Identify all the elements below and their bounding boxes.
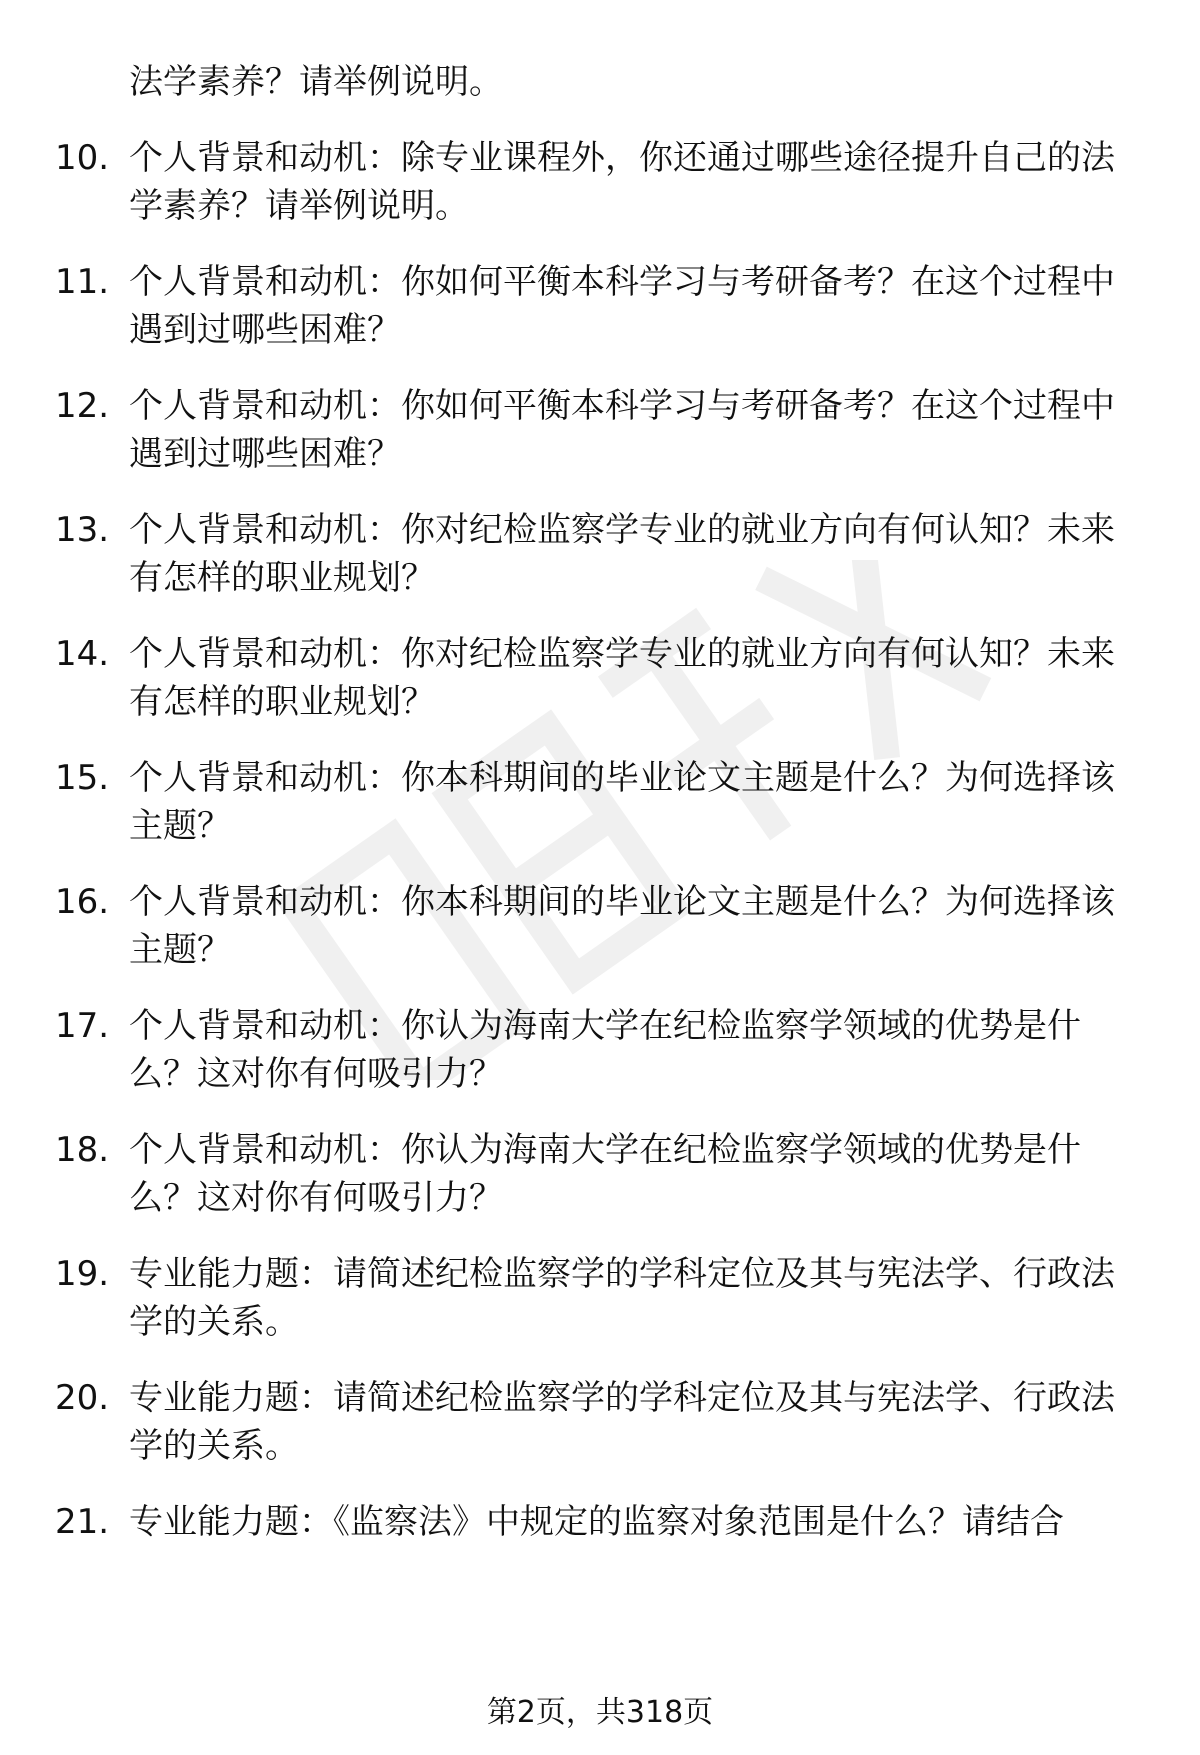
question-text: 个人背景和动机：你本科期间的毕业论文主题是什么？为何选择该主题？ — [129, 882, 1115, 970]
question-number: 19. — [55, 1254, 110, 1294]
question-text: 个人背景和动机：你如何平衡本科学习与考研备考？在这个过程中遇到过哪些困难？ — [129, 262, 1115, 350]
question-text: 专业能力题：《监察法》中规定的监察对象范围是什么？请结合 — [129, 1502, 1064, 1542]
question-text: 个人背景和动机：你认为海南大学在纪检监察学领域的优势是什么？这对你有何吸引力？ — [129, 1130, 1081, 1218]
question-item — [55, 754, 1155, 850]
page-footer: 第2页，共318页 — [486, 1695, 714, 1730]
question-number: 10. — [55, 138, 110, 178]
question-text: 专业能力题：请简述纪检监察学的学科定位及其与宪法学、行政法学的关系。 — [129, 1378, 1115, 1466]
question-text: 个人背景和动机：你本科期间的毕业论文主题是什么？为何选择该主题？ — [129, 758, 1115, 846]
question-text: 个人背景和动机：除专业课程外，你还通过哪些途径提升自己的法学素养？请举例说明。 — [129, 138, 1115, 226]
question-number: 15. — [55, 758, 110, 798]
question-item — [55, 1498, 1155, 1546]
question-item — [55, 1250, 1155, 1346]
question-list — [55, 58, 1155, 1574]
question-item — [55, 1374, 1155, 1470]
continued-question-text: 法学素养？请举例说明。 — [129, 62, 503, 102]
question-text: 专业能力题：请简述纪检监察学的学科定位及其与宪法学、行政法学的关系。 — [129, 1254, 1115, 1342]
question-number: 12. — [55, 386, 110, 426]
question-text: 个人背景和动机：你如何平衡本科学习与考研备考？在这个过程中遇到过哪些困难？ — [129, 386, 1115, 474]
question-text: 个人背景和动机：你对纪检监察学专业的就业方向有何认知？未来有怎样的职业规划？ — [129, 510, 1115, 598]
question-item — [55, 1002, 1155, 1098]
question-item — [55, 630, 1155, 726]
question-number: 11. — [55, 262, 110, 302]
question-number: 21. — [55, 1502, 110, 1542]
question-item — [55, 258, 1155, 354]
question-number: 20. — [55, 1378, 110, 1418]
question-number: 14. — [55, 634, 110, 674]
question-text: 个人背景和动机：你认为海南大学在纪检监察学领域的优势是什么？这对你有何吸引力？ — [129, 1006, 1081, 1094]
question-number: 17. — [55, 1006, 110, 1046]
question-number: 13. — [55, 510, 110, 550]
question-text: 个人背景和动机：你对纪检监察学专业的就业方向有何认知？未来有怎样的职业规划？ — [129, 634, 1115, 722]
question-item — [55, 506, 1155, 602]
question-number: 18. — [55, 1130, 110, 1170]
question-item — [55, 382, 1155, 478]
question-item — [55, 1126, 1155, 1222]
question-number: 16. — [55, 882, 110, 922]
question-item — [55, 878, 1155, 974]
question-item — [55, 134, 1155, 230]
